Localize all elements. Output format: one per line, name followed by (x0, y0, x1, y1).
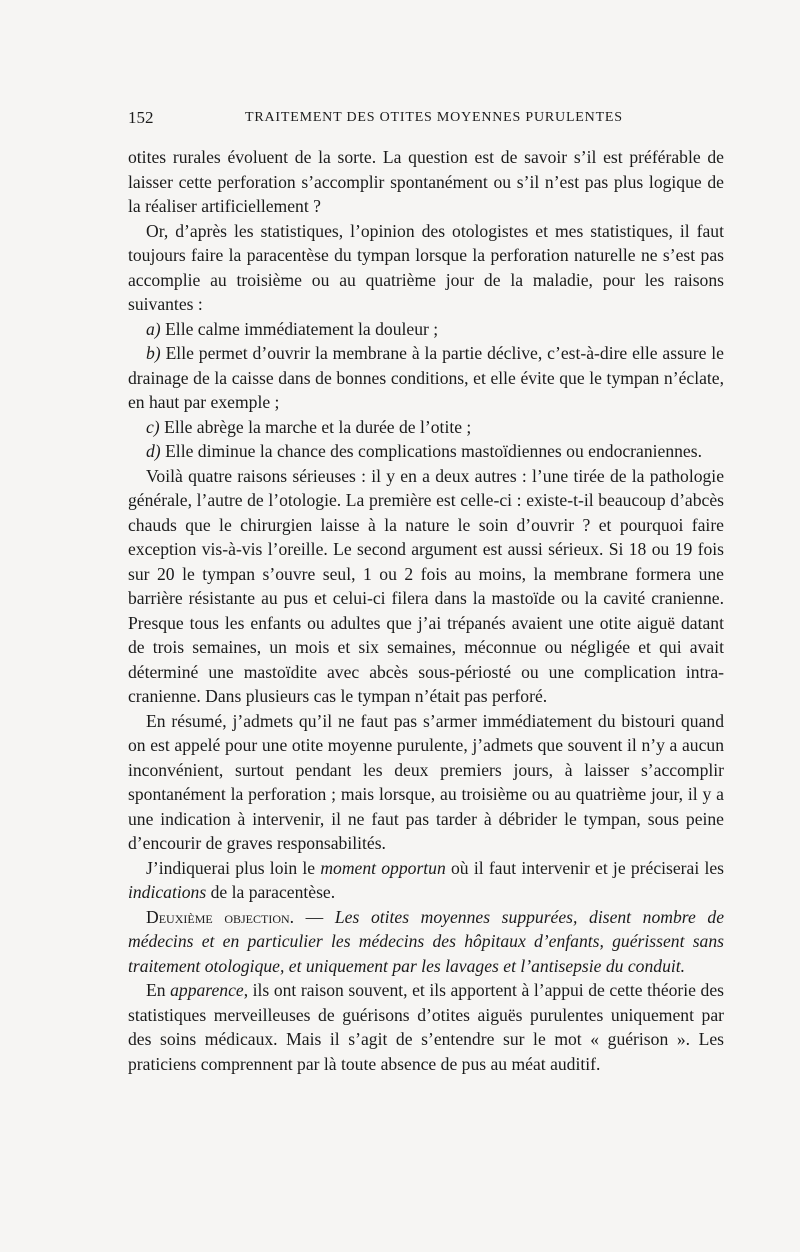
running-title: TRAITEMENT DES OTITES MOYENNES PURULENTES (245, 110, 623, 125)
page-number: 152 (128, 108, 154, 127)
body-text (128, 145, 724, 1076)
p5-text-e: de la paracentèse. (206, 882, 336, 902)
list-marker-b: b) (146, 343, 161, 363)
paragraph-4: En résumé, j’admets qu’il ne faut pas s’armer immédiatement du bistouri quand on est appelé pour une otite moyenne purulente, j’admets que souvent il n’y a aucun inconvénient, surtout pendant les deux premiers jours, à laisser s’accomplir spontanément la perforation ; mais lorsque, au troisième ou au quatrième jour, il y a une indication à intervenir, il ne faut pas tarder à débrider le tympan, sous peine d’encourir de graves responsabilités. (128, 710, 724, 853)
list-text-a: Elle calme immédiatement la douleur ; (165, 318, 439, 339)
p7-text-a: En (146, 980, 171, 1000)
paragraph-3: Voilà quatre raisons sérieuses : il y en a deux autres : l’une tirée de la pathologie générale, l’autre de l’otologie. La première est celle-ci : existe-t-il beaucoup d’abcès chauds que le chirurgien laisse à la nature le soin d’ouvrir ? et pourquoi faire exception vis-à-vis l’oreille. Le second argument est aussi sérieux. Si 18 ou 19 fois sur 20 le tympan s’ouvre seul, 1 ou 2 fois au moins, la membrane formera une barrière résistante au pus et celui-ci filera dans la mastoïde ou la cavité cranienne. Presque tous les enfants ou adultes que j’ai trépanés avaient une otite aiguë datant de trois semaines, un mois et six semaines, méconnue ou négligée et qui avait déterminé une mastoïdite avec abcès sous-périosté ou une complication intra-cranienne. Dans plusieurs cas le tympan n’était pas perforé. (128, 465, 724, 706)
list-item-a (128, 317, 724, 342)
p5-text-a: J’indiquerai plus loin le (146, 857, 321, 878)
paragraph-1: otites rurales évoluent de la sorte. La question est de savoir s’il est préférable de laisser cette perforation s’accomplir spontanément ou s’il n’est pas plus logique de la réaliser artificiellement ? (128, 147, 724, 216)
list-text-b: Elle permet d’ouvrir la membrane à la partie déclive, c’est-à-dire elle assure le drainage de la caisse dans de bonnes conditions, et elle évite que le tympan n’éclate, en haut par exemple ; (128, 343, 724, 412)
objection-label: Deuxième objection. (146, 906, 295, 927)
paragraph-6 (128, 905, 724, 979)
list-marker-c: c) (146, 416, 160, 437)
paragraph-7 (128, 978, 724, 1076)
list-text-d: Elle diminue la chance des complications mastoïdiennes ou endocraniennes. (165, 441, 702, 461)
objection-quote: Les otites moyennes suppurées, disent nombre de médecins et en particulier les médecins des hôpitaux d’enfants, guérissent sans traitement otologique, et uniquement par les lavages et l’antisepsie du conduit. (128, 906, 725, 976)
p5-emphasis-moment: moment opportun (320, 857, 446, 878)
p7-text-c: , ils ont raison souvent, et ils apportent à l’appui de cette théorie des statistiques merveilleuses de guérisons d’otites aiguës purulentes uniquement par des soins médicaux. Mais il s’agit de s’entendre sur le mot « guérison ». Les praticiens comprennent par là toute absence de pus au méat auditif. (128, 980, 724, 1074)
objection-dash: — (294, 906, 335, 927)
list-text-c: Elle abrège la marche et la durée de l’otite ; (164, 416, 472, 437)
list-item-b (128, 341, 724, 415)
p5-text-c: où il faut intervenir et je préciserai les (445, 857, 724, 878)
list-item-c (128, 415, 724, 440)
paragraph-2: Or, d’après les statistiques, l’opinion des otologistes et mes statistiques, il faut toujours faire la paracentèse du tympan lorsque la perforation naturelle ne s’est pas accomplie au troisième ou au quatrième jour de la maladie, pour les raisons suivantes : (128, 220, 724, 314)
p7-emphasis-apparence: apparence (170, 980, 244, 1000)
paragraph-5 (128, 856, 724, 905)
list-marker-d: d) (146, 441, 161, 461)
list-item-d (128, 439, 724, 464)
p5-emphasis-indications: indications (128, 882, 207, 902)
running-header (128, 108, 724, 130)
list-marker-a: a) (146, 318, 161, 339)
